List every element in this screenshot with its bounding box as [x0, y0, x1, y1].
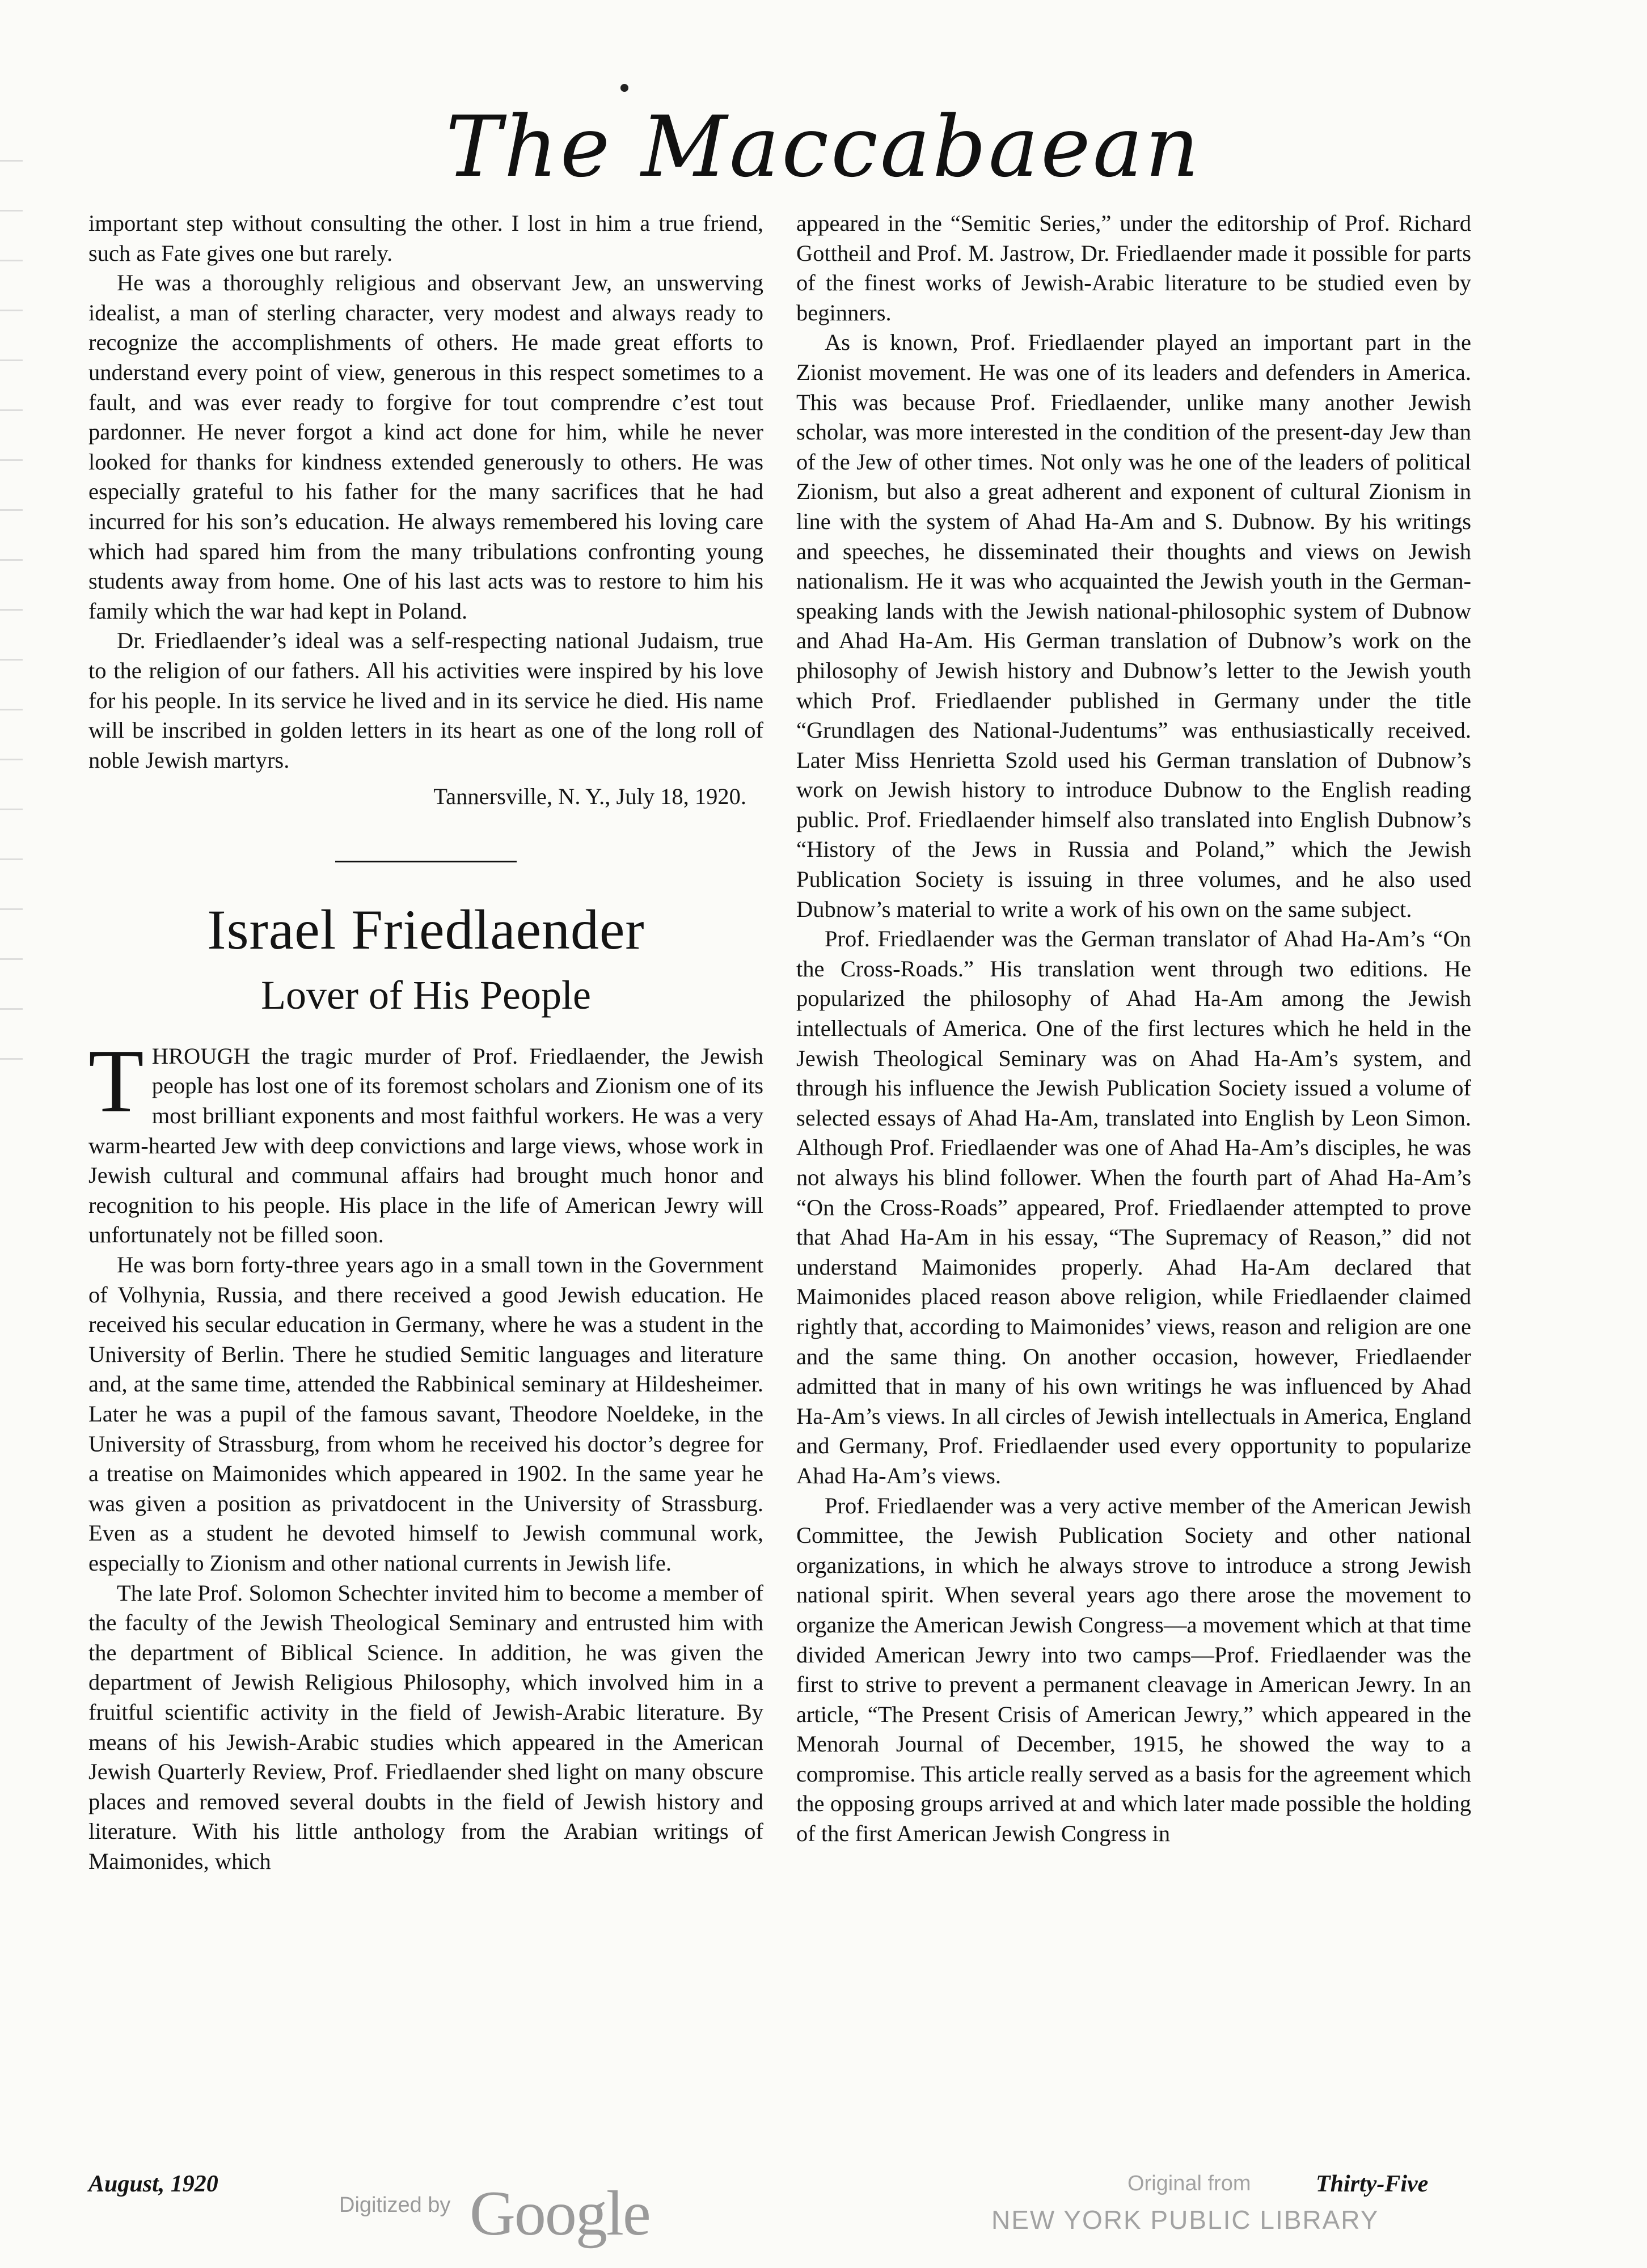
issue-date: August, 1920: [88, 2171, 218, 2197]
paragraph: Prof. Friedlaender was the German translator of Ahad Ha-Am’s “On the Cross-Roads.” His translation went through two editions. He popularized the philosophy of Ahad Ha-Am among the Jewish intellectuals of America. One of the first lectures which he held in the Jewish Theological Seminary was on Ahad Ha-Am’s system, and through his influence the Jewish Publication Society issued a volume of selected essays of Ahad Ha-Am, translated into English by Leon Simon. Although Prof. Friedlaender was one of Ahad Ha-Am’s disciples, he was not always his blind follower. When the fourth part of Ahad Ha-Am’s “On the Cross-Roads” appeared, Prof. Friedlaender attempted to prove that Ahad Ha-Am in his essay, “The Supremacy of Reason,” did not understand Maimonides properly. Ahad Ha-Am declared that Maimonides placed reason above religion, while Friedlaender claimed rightly that, according to Maimonides’ views, reason and religion are one and the same thing. On another occasion, however, Friedlaender admitted that in many of his own writings he was influenced by Ahad Ha-Am’s views. In all circles of Jewish intellectuals in America, England and Germany, Prof. Friedlaender used every opportunity to popularize Ahad Ha-Am’s views.: [796, 926, 1471, 1488]
article-title: Israel Friedlaender: [207, 898, 645, 961]
paragraph: important step without consulting the other. I lost in him a true friend, such as Fate gives one but rarely.: [88, 210, 763, 266]
paragraph: As is known, Prof. Friedlaender played an important part in the Zionist movement. He was one of its leaders and defenders in America. This was because Prof. Friedlaender, unlike many another Jewish scholar, was more interested in the condition of the present-day Jew than of the Jew of other times. Not only was he one of the leaders of political Zionism, but also a great adherent and exponent of cultural Zionism in line with the system of Ahad Ha-Am and S. Dubnow. By his writings and speeches, he disseminated their thoughts and views on Jewish nationalism. He it was who acquainted the Jewish youth in the German-speaking lands with the Jewish national-philosophic system of Dubnow and Ahad Ha-Am. His German translation of Dubnow’s work on the philosophy of Jewish history and Dubnow’s letter to the Jewish youth which Prof. Friedlaender published in Germany under the title “Grundlagen des National-Judentums” was enthusiastically received. Later Miss Henrietta Szold used his German translation of Dubnow’s work on Jewish history to introduce Dubnow to the English reading public. Prof. Friedlaender himself also translated into English Dubnow’s “History of the Jews in Russia and Poland,” which the Jewish Publication Society is issuing in three volumes, and he also used Dubnow’s material to write a work of his own on the same subject.: [796, 329, 1471, 922]
paragraph: He was a thoroughly religious and observant Jew, an unswerving idealist, a man of sterling character, very modest and always ready to recognize the accomplishments of others. He made great efforts to understand every point of view, generous in this respect sometimes to a fault, and was ever ready to forgive for tout comprendre c’est tout pardonner. He never forgot a kind act done for him, while he never looked for thanks for kindness extended generously to others. He was especially grateful to his father for the many sacrifices that he had incurred for his son’s education. He always remembered his loving care which had spared him from the many tribulations confronting young students away from home. One of his last acts was to restore to him his family which the war had kept in Poland.: [88, 270, 763, 624]
page-number: Thirty-Five: [1316, 2171, 1429, 2197]
library-label: NEW YORK PUBLIC LIBRARY: [991, 2205, 1379, 2235]
lead-paragraph: [88, 1030, 763, 1250]
lead-paragraph-text: HROUGH the tragic murder of Prof. Friedlaender, the Jewish people has lost one of its foremost scholars and Zionism one of its most brilliant exponents and most faithful workers. He was a very warm-hearted Jew with deep convictions and large views, whose work in Jewish cultural and communal affairs had brought much honor and recognition to his people. His place in the life of American Jewry will unfortunately not be filled soon.: [88, 1043, 763, 1248]
drop-cap: T: [88, 1030, 144, 1131]
dateline: Tannersville, N. Y., July 18, 1920.: [433, 784, 746, 810]
left-column: [88, 209, 763, 1877]
section-divider: [335, 861, 517, 862]
paragraph: He was born forty-three years ago in a small town in the Government of Volhynia, Russia, and there received a good Jewish education. He received his secular education in Germany, where he was a student in the University of Berlin. There he studied Semitic languages and literature and, at the same time, attended the Rabbinical seminary at Hildesheimer. Later he was a pupil of the famous savant, Theodore Noeldeke, in the University of Strassburg, from whom he received his doctor’s degree for a treatise on Maimonides which appeared in 1902. In the same year he was given a position as privatdocent in the University of Strassburg. Even as a student he devoted himself to Jewish communal work, especially to Zionism and other national currents in Jewish life.: [88, 1252, 763, 1576]
digitized-by-label: Digitized by: [339, 2193, 451, 2217]
google-logo: Google: [470, 2178, 650, 2249]
masthead: The Maccabaean: [445, 98, 1202, 196]
paragraph: Dr. Friedlaender’s ideal was a self-respecting national Judaism, true to the religion of our fathers. All his activities were inspired by his love for his people. In its service he lived and in its service he died. His name will be inscribed in golden letters in its heart as one of the long roll of noble Jewish martyrs.: [88, 628, 763, 773]
article-subtitle: Lover of His People: [261, 972, 591, 1018]
paragraph: Prof. Friedlaender was a very active member of the American Jewish Committee, the Jewish Publication Society and other national organizations, in which he always strove to introduce a strong Jewish national spirit. When several years ago there arose the movement to organize the American Jewish Congress—a movement which at that time divided American Jewry into two camps—Prof. Friedlaender was the first to strive to prevent a permanent cleavage in American Jewry. In an article, “The Present Crisis of American Jewry,” which appeared in the Menorah Journal of December, 1915, he showed the way to a compromise. This article really served as a basis for the agreement which the opposing groups arrived at and which later made possible the holding of the first American Jewish Congress in: [796, 1492, 1471, 1847]
paragraph: appeared in the “Semitic Series,” under the editorship of Prof. Richard Gottheil and Prof. M. Jastrow, Dr. Friedlaender made it possible for parts of the finest works of Jewish-Arabic literature to be studied even by beginners.: [796, 210, 1471, 325]
scan-margin-marks: [0, 136, 23, 1100]
original-from-label: Original from: [1127, 2172, 1251, 2195]
right-column: [796, 209, 1471, 1849]
paragraph: The late Prof. Solomon Schechter invited him to become a member of the faculty of the Jewish Theological Seminary and entrusted him with the department of Biblical Science. In addition, he was given the department of Jewish Religious Philosophy, which involved him in a fruitful scientific activity in the field of Jewish-Arabic literature. By means of his Jewish-Arabic studies which appeared in the American Jewish Quarterly Review, Prof. Friedlaender shed light on many obscure places and removed several doubts in the field of Jewish history and literature. With his little anthology from the Arabian writings of Maimonides, which: [88, 1580, 763, 1874]
printer-dot: [620, 84, 628, 92]
